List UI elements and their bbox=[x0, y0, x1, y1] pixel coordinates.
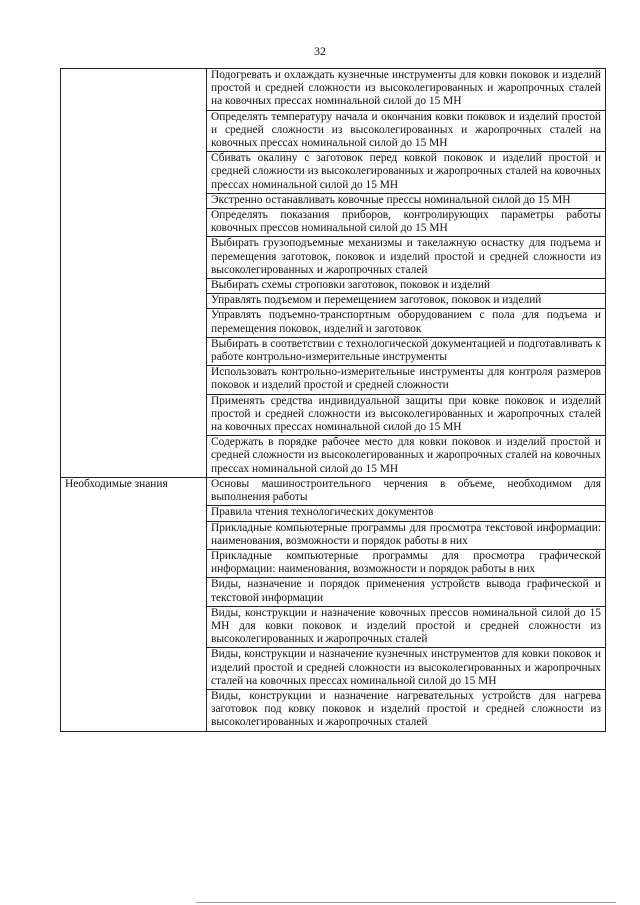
skills-item: Выбирать грузоподъемные механизмы и такелажную оснастку для подъема и перемещения заготовок, поковок и изделий простой и средней сложности из высоколегированных и жаропрочных сталей bbox=[207, 237, 606, 279]
skills-item: Экстренно останавливать ковочные прессы номинальной силой до 15 МН bbox=[207, 193, 606, 208]
knowledge-item: Виды, конструкции и назначение кузнечных инструментов для ковки поковок и изделий простой и средней сложности из высоколегированных и жаропрочных сталей на ковочных прессах номинальной силой до 15 МН bbox=[207, 648, 606, 690]
page-number: 32 bbox=[314, 44, 326, 58]
knowledge-item: Виды, назначение и порядок применения устройств вывода графической и текстовой информации bbox=[207, 578, 606, 606]
skills-item: Выбирать схемы строповки заготовок, поковок и изделий bbox=[207, 279, 606, 294]
skills-item: Определять показания приборов, контролирующих параметры работы ковочных прессов номинальной силой до 15 МН bbox=[207, 209, 606, 237]
skills-label-cell bbox=[61, 69, 207, 478]
skills-item: Управлять подъемно-транспортным оборудованием с пола для подъема и перемещения поковок, изделий и заготовок bbox=[207, 309, 606, 337]
knowledge-item: Виды, конструкции и назначение ковочных прессов номинальной силой до 15 МН для ковки поковок и изделий простой и средней сложности из высоколегированных и жаропрочных сталей bbox=[207, 606, 606, 648]
skills-item: Применять средства индивидуальной защиты при ковке поковок и изделий простой и средней сложности из высоколегированных и жаропрочных сталей на ковочных прессах номинальной силой до 15 МН bbox=[207, 394, 606, 436]
knowledge-item: Основы машиностроительного черчения в объеме, необходимом для выполнения работы bbox=[207, 477, 606, 505]
knowledge-item: Прикладные компьютерные программы для просмотра графической информации: наименования, возможности и порядок работы в них bbox=[207, 549, 606, 577]
skills-item: Определять температуру начала и окончания ковки поковок и изделий простой и средней сложности из высоколегированных и жаропрочных сталей на ковочных прессах номинальной силой до 15 МН bbox=[207, 110, 606, 152]
skills-item: Сбивать окалину с заготовок перед ковкой поковок и изделий простой и средней сложности из высоколегированных и жаропрочных сталей на ковочных прессах номинальной силой до 15 МН bbox=[207, 152, 606, 194]
knowledge-label-cell: Необходимые знания bbox=[61, 477, 207, 731]
skills-item: Содержать в порядке рабочее место для ковки поковок и изделий простой и средней сложности из высоколегированных и жаропрочных сталей на ковочных прессах номинальной силой до 15 МН bbox=[207, 436, 606, 478]
knowledge-item: Виды, конструкции и назначение нагревательных устройств для нагрева заготовок под ковку поковок и изделий простой и средней сложности из высоколегированных и жаропрочных сталей bbox=[207, 689, 606, 731]
table-row bbox=[61, 477, 606, 505]
knowledge-item: Прикладные компьютерные программы для просмотра текстовой информации: наименования, возможности и порядок работы в них bbox=[207, 521, 606, 549]
requirements-table-body bbox=[61, 69, 606, 732]
skills-item: Подогревать и охлаждать кузнечные инструменты для ковки поковок и изделий простой и средней сложности из высоколегированных и жаропрочных сталей на ковочных прессах номинальной силой до 15 МН bbox=[207, 69, 606, 111]
skills-item: Управлять подъемом и перемещением заготовок, поковок и изделий bbox=[207, 294, 606, 309]
knowledge-item: Правила чтения технологических документов bbox=[207, 506, 606, 521]
table-row bbox=[61, 69, 606, 111]
skills-item: Использовать контрольно-измерительные инструменты для контроля размеров поковок и изделий простой и средней сложности bbox=[207, 366, 606, 394]
bottom-rule bbox=[196, 902, 616, 903]
skills-item: Выбирать в соответствии с технологической документацией и подготавливать к работе контрольно-измерительные инструменты bbox=[207, 337, 606, 365]
requirements-table bbox=[60, 68, 606, 732]
